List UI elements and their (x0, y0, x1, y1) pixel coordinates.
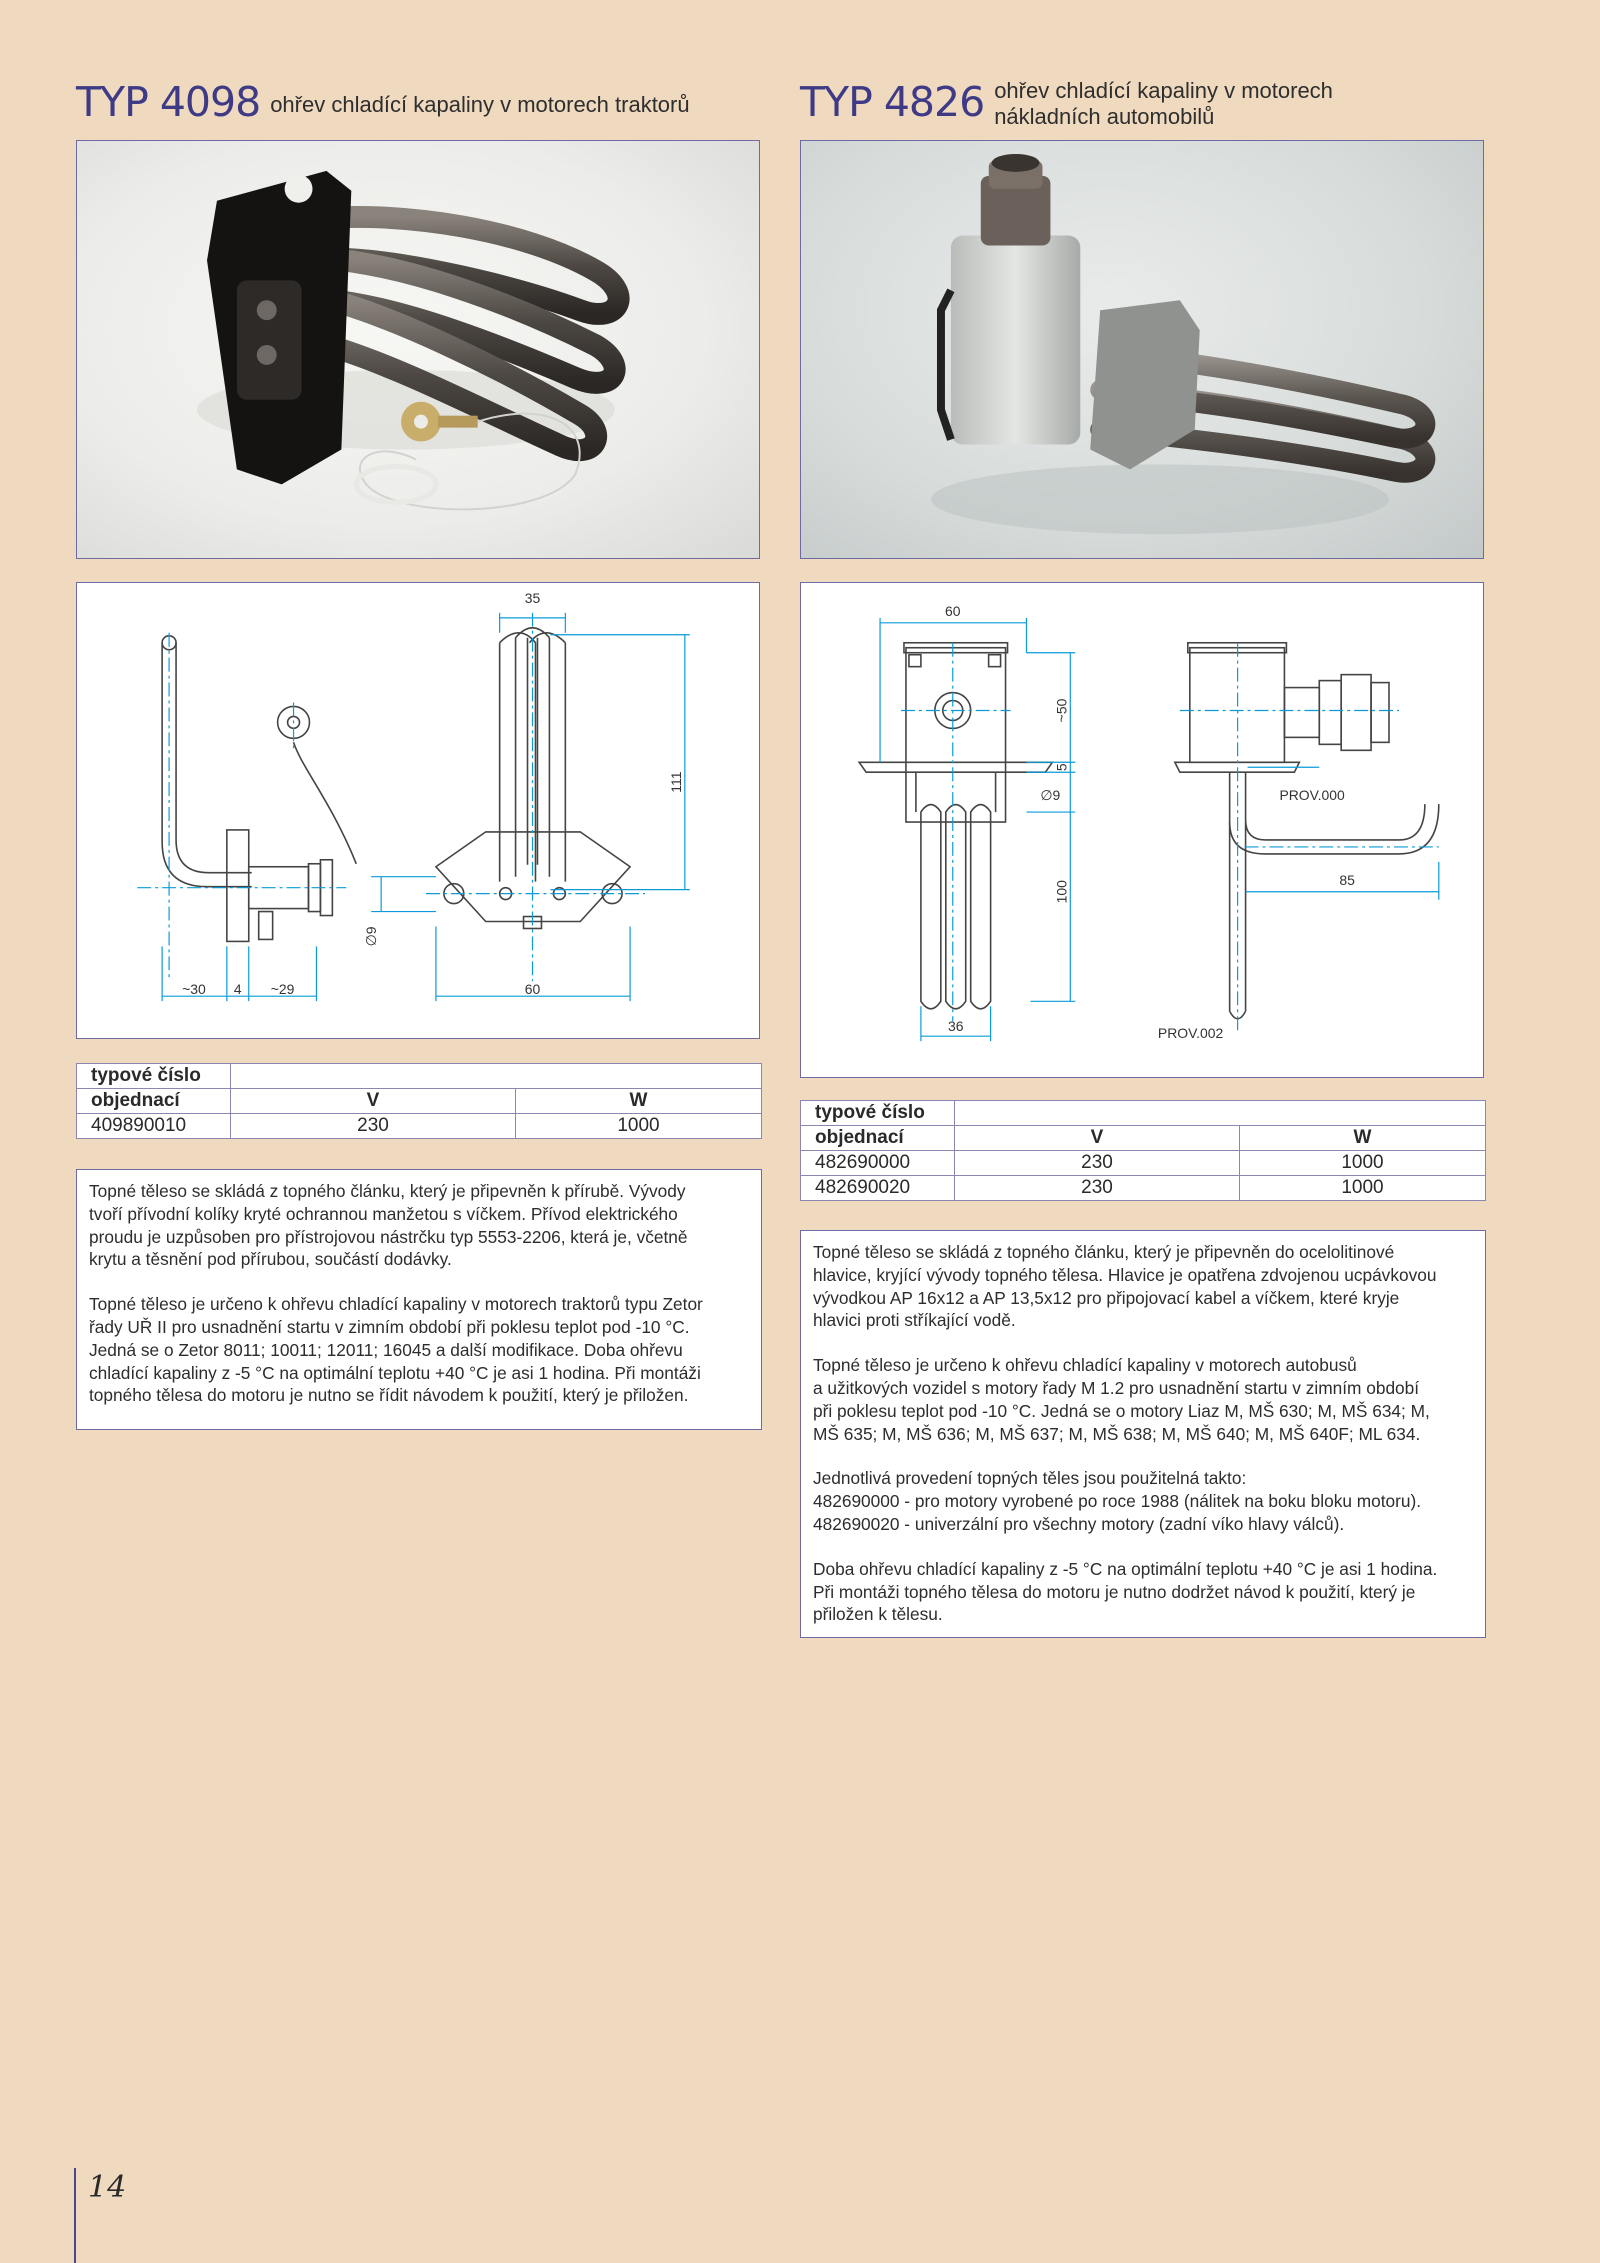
spec-table (800, 1100, 1486, 1201)
dim-label: 60 (524, 981, 541, 998)
product-header (800, 72, 1333, 130)
paragraph: Topné těleso je určeno k ohřevu chladící kapaliny v motorech traktorů typu Zetor řady UŘ II pro usnadnění startu v zimním období při poklesu teplot pod -10 °C. Jedná se o Zetor 8011; 10011; 12011; 16045 a další modifikace. Doba ohřevu chladící kapaliny z -5 °C na optimální teplotu +40 °C je asi 1 hodina. Při montáži topného tělesa do motoru je nutno se řídit návodem k použití, který je přiložen. (89, 1294, 703, 1406)
voltage: 230 (955, 1151, 1240, 1176)
heating-element-photo (77, 141, 759, 558)
dim-label: 60 (945, 602, 961, 619)
dim-label: ~29 (270, 981, 295, 998)
product-header (76, 72, 690, 126)
header-label: typové číslo (801, 1101, 955, 1126)
heating-element-photo (801, 141, 1483, 558)
col-header-v: V (955, 1126, 1240, 1151)
type-label: TYP 4098 (76, 78, 261, 126)
subtitle-line: nákladních automobilů (994, 104, 1215, 129)
col-header-w: W (516, 1089, 762, 1114)
power: 1000 (1240, 1151, 1486, 1176)
dim-label: 100 (1053, 880, 1070, 904)
subtitle-line: ohřev chladící kapaliny v motorech (994, 78, 1333, 103)
page-number: 14 (88, 2170, 127, 2205)
paragraph: Doba ohřevu chladící kapaliny z -5 °C na optimální teplotu +40 °C je asi 1 hodina. Při montáži topného tělesa do motoru je nutno dodržet návod k použití, který je přiložen k tělesu. (813, 1558, 1438, 1625)
dim-label: ~50 (1053, 698, 1070, 723)
dim-label: 5 (1053, 763, 1070, 772)
table-row (77, 1114, 762, 1139)
description-box (800, 1230, 1486, 1638)
paragraph: Topné těleso je určeno k ohřevu chladící kapaliny v motorech autobusů a užitkových vozidel s motory řady M 1.2 pro usnadnění startu v zimním období při poklesu teplot pod -10 °C. Jedná se o motory Liaz M, MŠ 630; M, MŠ 634; M, MŠ 635; M, MŠ 636; M, MŠ 637; M, MŠ 638; M, MŠ 640; M, MŠ 640F; ML 634. (813, 1355, 1430, 1444)
product-photo (76, 140, 760, 559)
power: 1000 (516, 1114, 762, 1139)
dim-label: ∅9 (363, 926, 380, 947)
dim-label: 111 (667, 771, 684, 793)
type-subtitle: ohřev chladící kapaliny v motorech traktorů (270, 92, 690, 117)
power: 1000 (1240, 1176, 1486, 1201)
spec-table (76, 1063, 762, 1139)
dimension-drawing (801, 583, 1483, 1077)
dim-label: PROV.002 (1157, 1025, 1224, 1042)
dimension-drawing (77, 583, 759, 1038)
order-number: 482690000 (801, 1151, 955, 1176)
dim-label: PROV.000 (1279, 787, 1345, 804)
table-row (801, 1151, 1486, 1176)
dim-label: 4 (233, 981, 242, 998)
col-header-v: V (231, 1089, 516, 1114)
type-label: TYP 4826 (800, 78, 985, 126)
page-margin-bar (74, 2168, 76, 2263)
technical-drawing (800, 582, 1484, 1078)
description-box (76, 1169, 762, 1430)
technical-drawing (76, 582, 760, 1039)
header-label: objednací (801, 1126, 955, 1151)
dim-label: 85 (1339, 871, 1355, 888)
type-subtitle (994, 78, 1333, 130)
order-number: 409890010 (77, 1114, 231, 1139)
dim-label: 36 (947, 1018, 964, 1035)
order-number: 482690020 (801, 1176, 955, 1201)
table-row (801, 1176, 1486, 1201)
paragraph: Jednotlivá provedení topných těles jsou použitelná takto: 482690000 - pro motory vyrobené po roce 1988 (nálitek na boku bloku motoru). 482690020 - univerzální pro všechny motory (zadní víko hlavy válců). (813, 1468, 1422, 1534)
voltage: 230 (231, 1114, 516, 1139)
dim-label: 35 (524, 589, 541, 606)
col-header-w: W (1240, 1126, 1486, 1151)
header-label: objednací (77, 1089, 231, 1114)
product-photo (800, 140, 1484, 559)
paragraph: Topné těleso se skládá z topného článku, který je připevněn do ocelolitinové hlavice, kryjící vývody topného tělesa. Hlavice je opatřena zdvojenou ucpávkovou vývodkou AP 16x12 a AP 13,5x12 pro připojovací kabel a víčkem, které kryje hlavici proti stříkající vodě. (813, 1242, 1437, 1331)
dim-label: ∅9 (1040, 787, 1061, 804)
voltage: 230 (955, 1176, 1240, 1201)
header-label: typové číslo (77, 1064, 231, 1089)
dim-label: ~30 (182, 981, 206, 998)
paragraph: Topné těleso se skládá z topného článku, který je připevněn k přírubě. Vývody tvoří přívodní kolíky kryté ochrannou manžetou s víčkem. Přívod elektrického proudu je uzpůsoben pro přístrojovou nástrčku typ 5553-2206, která je, včetně krytu a těsnění pod přírubou, součástí dodávky. (89, 1181, 688, 1270)
